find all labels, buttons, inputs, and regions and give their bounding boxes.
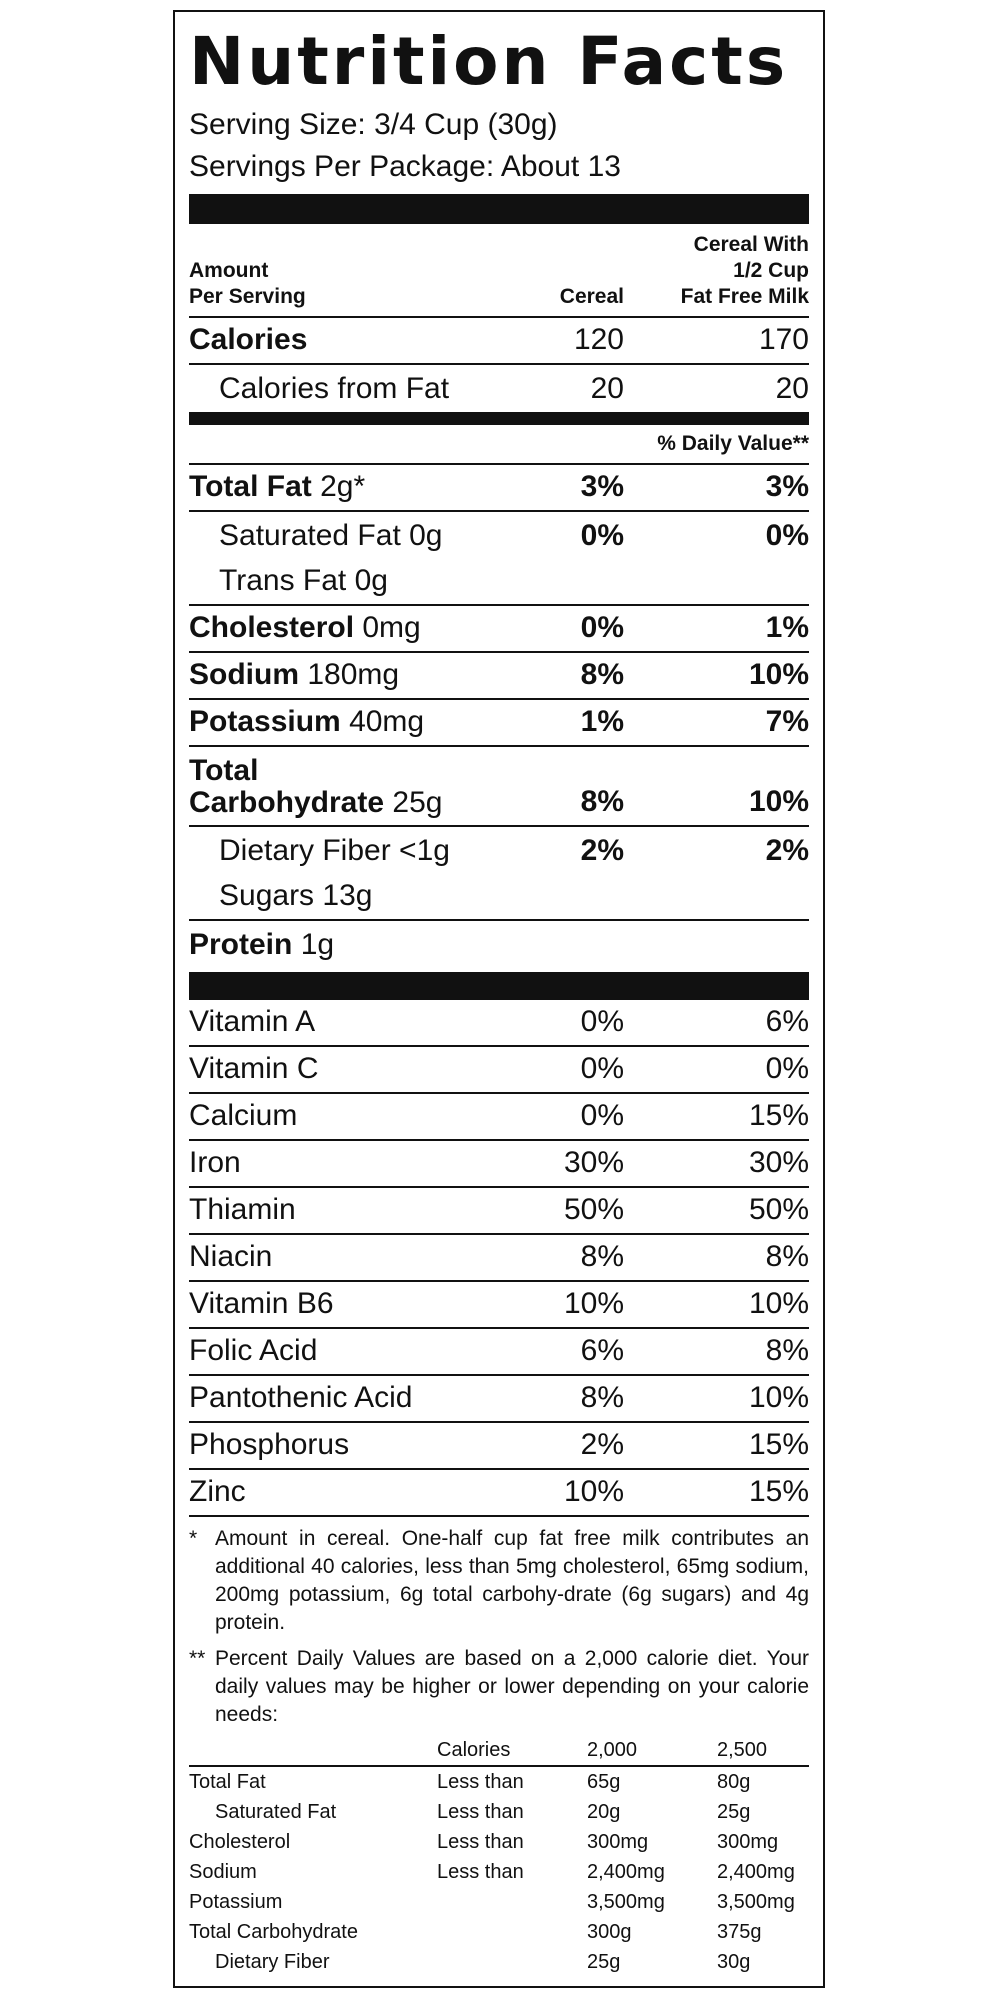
dv-nutrient: Sodium: [189, 1861, 257, 1883]
amount-line1: Amount: [189, 259, 269, 282]
dv-2500: 375g: [717, 1921, 762, 1943]
total-fat-row: [189, 465, 809, 512]
amount-line2: Per Serving: [189, 285, 306, 308]
vitamin-milk: 0%: [765, 1052, 809, 1085]
protein-name: [189, 928, 809, 962]
dv-table-header: [189, 1735, 809, 1767]
footnote-1: [189, 1525, 809, 1637]
total-fat-name: [189, 470, 504, 504]
dv-table-row: [189, 1767, 809, 1797]
footnote-2: [189, 1645, 809, 1729]
total-fat-cereal: 3%: [580, 470, 624, 503]
calories-cereal: 120: [573, 323, 624, 356]
vitamin-cereal: 50%: [563, 1193, 624, 1226]
sugars-row: [189, 874, 809, 921]
trans-fat-row: [189, 559, 809, 606]
protein-row: [189, 921, 809, 968]
potassium-milk: 7%: [765, 705, 809, 738]
dv-nutrient: Potassium: [189, 1891, 283, 1913]
dv-2500: 30g: [717, 1951, 751, 1973]
calories-milk: 170: [758, 323, 809, 356]
calories-label: Calories: [189, 323, 308, 356]
potassium-row: [189, 700, 809, 747]
vitamin-name: Phosphorus: [189, 1428, 350, 1461]
dv-2000: 20g: [587, 1801, 621, 1823]
vitamin-name: Vitamin B6: [189, 1287, 334, 1320]
saturated-fat-label: Saturated Fat 0g: [219, 519, 443, 552]
daily-values-table: [189, 1735, 809, 1977]
dv-nutrient: Dietary Fiber: [215, 1951, 330, 1973]
cholesterol-name: [189, 611, 504, 645]
vitamin-name: Calcium: [189, 1099, 298, 1132]
vitamin-row: [189, 1423, 809, 1470]
vitamin-cereal: 30%: [563, 1146, 624, 1179]
vitamin-milk: 6%: [765, 1005, 809, 1038]
dv-2000: 2,400mg: [587, 1861, 665, 1883]
vitamin-name: Niacin: [189, 1240, 273, 1273]
nutrition-facts-content: [189, 12, 809, 1977]
dv-header-2000: 2,000: [587, 1739, 638, 1761]
total-carbohydrate-row: [189, 747, 809, 825]
vitamin-row: [189, 1470, 809, 1517]
dv-2000: 25g: [587, 1951, 621, 1973]
cholesterol-milk: 1%: [765, 611, 809, 644]
vitamin-row: [189, 1376, 809, 1423]
total-carb-name: [189, 755, 504, 819]
potassium-cereal: 1%: [580, 705, 624, 738]
dv-table-row: [189, 1797, 809, 1827]
dv-table-row: [189, 1827, 809, 1857]
dv-2500: 3,500mg: [717, 1891, 795, 1913]
vitamin-row: [189, 1141, 809, 1188]
vitamin-name: Iron: [189, 1146, 241, 1179]
footnote-1-mark: *: [189, 1527, 198, 1550]
trans-fat-label: Trans Fat 0g: [219, 564, 388, 597]
vitamin-name: Folic Acid: [189, 1334, 318, 1367]
column-header: [189, 224, 809, 318]
potassium-label: Potassium: [189, 705, 341, 738]
vitamin-milk: 10%: [748, 1381, 809, 1414]
protein-amount: 1g: [300, 928, 335, 961]
vitamin-name: Pantothenic Acid: [189, 1381, 413, 1414]
calories-fat-label: Calories from Fat: [219, 372, 450, 405]
protein-label: Protein: [189, 928, 293, 961]
vitamin-cereal: 8%: [580, 1381, 624, 1414]
dv-qualifier: Less than: [437, 1831, 524, 1853]
total-carb-label-1: Total: [189, 754, 259, 787]
vitamin-row: [189, 1235, 809, 1282]
vitamin-cereal: 8%: [580, 1240, 624, 1273]
col2-line1: Cereal With: [693, 233, 809, 256]
vitamin-milk: 30%: [748, 1146, 809, 1179]
saturated-fat-row: [189, 512, 809, 559]
dv-qualifier: Less than: [437, 1861, 524, 1883]
vitamin-name: Vitamin C: [189, 1052, 319, 1085]
fiber-label: Dietary Fiber <1g: [219, 834, 450, 867]
medium-divider: [189, 412, 809, 425]
total-fat-label: Total Fat: [189, 470, 312, 503]
vitamin-milk: 50%: [748, 1193, 809, 1226]
fiber-milk: 2%: [765, 834, 809, 867]
cholesterol-label: Cholesterol: [189, 611, 355, 644]
dv-qualifier: Less than: [437, 1771, 524, 1793]
vitamin-milk: 8%: [765, 1334, 809, 1367]
vitamin-row: [189, 1188, 809, 1235]
dv-nutrient: Total Carbohydrate: [189, 1921, 358, 1943]
dv-nutrient: Cholesterol: [189, 1831, 291, 1853]
dietary-fiber-row: [189, 827, 809, 874]
cholesterol-cereal: 0%: [580, 611, 624, 644]
vitamin-row: [189, 1282, 809, 1329]
vitamin-milk: 15%: [748, 1099, 809, 1132]
dv-qualifier: [437, 1917, 587, 1947]
total-carb-amount: 25g: [392, 786, 443, 819]
label-title: Nutrition Facts: [189, 23, 789, 100]
dv-qualifier: [437, 1947, 587, 1977]
vitamin-cereal: 10%: [563, 1287, 624, 1320]
dv-header-calories: Calories: [437, 1739, 511, 1761]
vitamin-name: Vitamin A: [189, 1005, 316, 1038]
vitamin-row: [189, 1047, 809, 1094]
servings-per-package: Servings Per Package: About 13: [189, 150, 621, 183]
dv-header-a: [189, 1735, 437, 1765]
dv-2500: 80g: [717, 1771, 751, 1793]
vitamin-cereal: 0%: [580, 1052, 624, 1085]
sodium-name: [189, 658, 504, 692]
dv-table-row: [189, 1857, 809, 1887]
footnote-1-text: Amount in cereal. One-half cup fat free milk contributes an additional 40 calories, less than 5mg cholesterol, 65mg sodium, 200mg potassium, 6g total carbohy-drate (6g sugars) and 4g protein.: [215, 1527, 809, 1634]
total-carb-milk: 10%: [748, 785, 809, 818]
calories-fat-milk: 20: [775, 372, 809, 405]
dv-2000: 3,500mg: [587, 1891, 665, 1913]
vitamin-milk: 8%: [765, 1240, 809, 1273]
saturated-fat-cereal: 0%: [580, 519, 624, 552]
fiber-cereal: 2%: [580, 834, 624, 867]
dv-table-row: [189, 1947, 809, 1977]
total-carb-cereal: 8%: [580, 785, 624, 818]
dv-table-row: [189, 1887, 809, 1917]
dv-nutrient: Total Fat: [189, 1771, 266, 1793]
dv-table-row: [189, 1917, 809, 1947]
footnotes: [189, 1525, 809, 1729]
dv-header-2500: 2,500: [717, 1739, 768, 1761]
vitamin-milk: 15%: [748, 1428, 809, 1461]
calories-fat-row: [189, 365, 809, 412]
dv-nutrient: Saturated Fat: [215, 1801, 337, 1823]
daily-value-header: % Daily Value**: [189, 425, 809, 465]
vitamin-name: Zinc: [189, 1475, 246, 1508]
vitamin-cereal: 0%: [580, 1005, 624, 1038]
dv-2000: 300mg: [587, 1831, 649, 1853]
thick-divider: [189, 194, 809, 224]
col2-line2: 1/2 Cup: [733, 259, 809, 282]
calories-fat-cereal: 20: [590, 372, 624, 405]
footnote-2-mark: **: [189, 1647, 206, 1670]
vitamin-milk: 15%: [748, 1475, 809, 1508]
cholesterol-row: [189, 606, 809, 653]
vitamins-list: [189, 1000, 809, 1517]
total-fat-milk: 3%: [765, 470, 809, 503]
saturated-fat-milk: 0%: [765, 519, 809, 552]
vitamin-cereal: 2%: [580, 1428, 624, 1461]
cereal-column-header: Cereal: [559, 285, 624, 308]
vitamin-row: [189, 1329, 809, 1376]
dv-qualifier: [437, 1887, 587, 1917]
vitamin-name: Thiamin: [189, 1193, 296, 1226]
sodium-amount: 180mg: [307, 658, 400, 691]
vitamin-cereal: 0%: [580, 1099, 624, 1132]
thick-divider-vitamins: [189, 972, 809, 1000]
total-fat-amount: 2g*: [320, 470, 366, 503]
dv-2500: 300mg: [717, 1831, 779, 1853]
milk-column-header: [624, 232, 809, 310]
vitamin-row: [189, 1000, 809, 1047]
sodium-label: Sodium: [189, 658, 299, 691]
nutrition-facts-panel: [173, 10, 825, 1988]
cholesterol-amount: 0mg: [362, 611, 421, 644]
sugars-label: Sugars 13g: [219, 879, 373, 912]
dv-2000: 300g: [587, 1921, 632, 1943]
col2-line3: Fat Free Milk: [680, 285, 809, 308]
dv-2500: 25g: [717, 1801, 751, 1823]
total-carb-label-2: Carbohydrate: [189, 786, 385, 819]
calories-row: [189, 318, 809, 365]
serving-size: Serving Size: 3/4 Cup (30g): [189, 108, 558, 141]
potassium-amount: 40mg: [349, 705, 425, 738]
potassium-name: [189, 705, 504, 739]
sodium-cereal: 8%: [580, 658, 624, 691]
sodium-milk: 10%: [748, 658, 809, 691]
dv-2000: 65g: [587, 1771, 621, 1793]
vitamin-row: [189, 1094, 809, 1141]
footnote-2-text: Percent Daily Values are based on a 2,000 calorie diet. Your daily values may be higher or lower depending on your calorie needs:: [215, 1647, 809, 1726]
dv-qualifier: Less than: [437, 1801, 524, 1823]
vitamin-milk: 10%: [748, 1287, 809, 1320]
vitamin-cereal: 6%: [580, 1334, 624, 1367]
sodium-row: [189, 653, 809, 700]
amount-per-serving-header: [189, 258, 504, 310]
dv-2500: 2,400mg: [717, 1861, 795, 1883]
vitamin-cereal: 10%: [563, 1475, 624, 1508]
